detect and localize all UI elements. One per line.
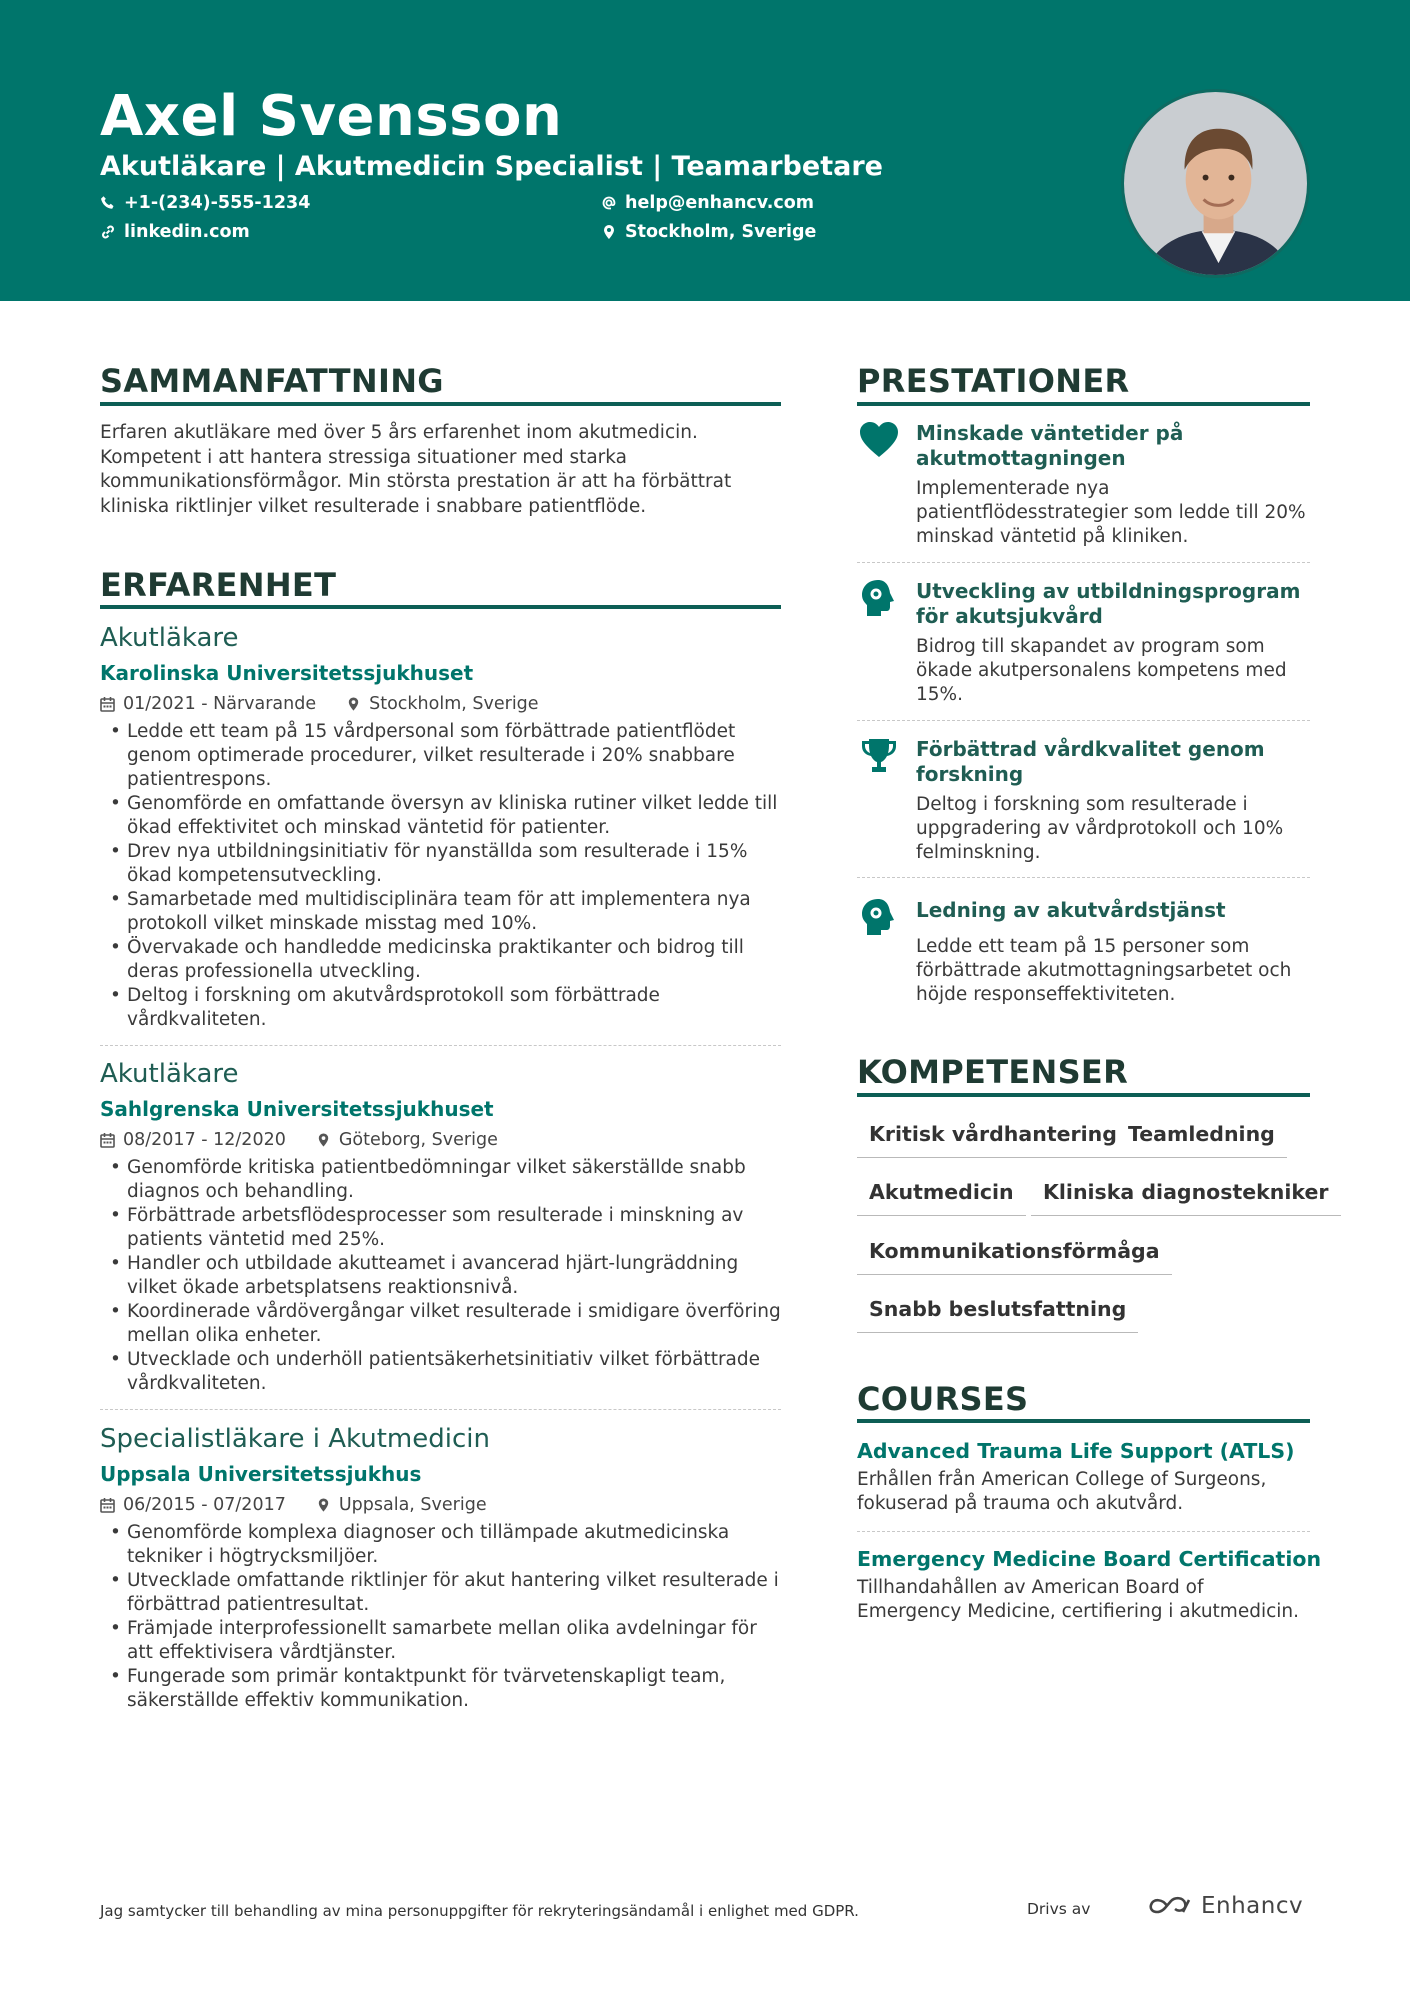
job-meta — [100, 692, 781, 716]
achievement-desc: Ledde ett team på 15 personer som förbättrade akutmottagningsarbetet och höjde responseffektiviteten. — [916, 936, 1292, 1005]
job-dates: 08/2017 - 12/2020 — [100, 1130, 286, 1150]
list-item: • Övervakade och handledde medicinska praktikanter och bidrog till deras professionella utveckling. — [100, 936, 781, 984]
calendar-icon — [100, 1132, 115, 1148]
calendar-icon — [100, 1497, 115, 1513]
linkedin-text: linkedin.com — [124, 222, 250, 242]
job-company: Uppsala Universitetssjukhus — [100, 1462, 422, 1486]
list-item: • Ledde ett team på 15 vårdpersonal som förbättrade patientflödet genom optimerade procedurer, vilket resulterade i 20% snabbare patientrespons. — [100, 720, 781, 792]
email-text: help@enhancv.com — [625, 193, 815, 213]
achievement-item — [857, 898, 1310, 1007]
achievement-item — [857, 421, 1310, 549]
job-meta — [100, 1493, 781, 1517]
map-pin-icon — [316, 1132, 331, 1148]
achievement-desc: Deltog i forskning som resulterade i uppgradering av vårdprotokoll och 10% felminskning. — [916, 794, 1284, 863]
at-icon — [601, 195, 617, 211]
skills-rule — [857, 1093, 1310, 1097]
divider — [857, 562, 1310, 563]
calendar-icon — [100, 696, 115, 712]
achievements-rule — [857, 402, 1310, 406]
location-text: Stockholm, Sverige — [625, 222, 817, 242]
profile-photo — [1121, 89, 1310, 278]
divider — [100, 1409, 781, 1410]
achievement-title: Ledning av akutvårdstjänst — [916, 898, 1226, 922]
brand-logo[interactable] — [1147, 1893, 1303, 1919]
list-item: • Deltog i forskning om akutvårdsprotokoll som förbättrade vårdkvaliteten. — [100, 984, 781, 1032]
enhancv-logo-icon — [1147, 1894, 1193, 1918]
course-desc: Erhållen från American College of Surgeons, fokuserad på trauma och akutvård. — [857, 1469, 1267, 1514]
phone-contact[interactable] — [100, 193, 310, 213]
achievement-title: Minskade väntetider på akutmottagningen — [916, 421, 1184, 470]
experience-rule — [100, 605, 781, 609]
skill-tag: Kliniska diagnostekniker — [1031, 1179, 1341, 1216]
list-item: • Handler och utbildade akutteamet i avancerad hjärt-lungräddning vilket ökade arbetsplatsens reaktionsnivå. — [100, 1252, 781, 1300]
list-item: • Koordinerade vårdövergångar vilket resulterade i smidigare överföring mellan olika enheter. — [100, 1300, 781, 1348]
summary-text: Erfaren akutläkare med över 5 års erfarenhet inom akutmedicin. Kompetent i att hantera stressiga situationer med starka kommunikationsförmågor. Min största prestation är att ha förbättrat kliniska riktlinjer vilket resulterade i snabbare patientflöde. — [100, 422, 732, 517]
link-icon — [100, 224, 116, 240]
divider — [857, 720, 1310, 721]
location-contact — [601, 222, 816, 242]
job-company: Sahlgrenska Universitetssjukhuset — [100, 1097, 494, 1121]
job-entry — [100, 1423, 781, 1713]
divider — [857, 1531, 1310, 1532]
job-meta — [100, 1128, 781, 1152]
list-item: • Främjade interprofessionellt samarbete mellan olika avdelningar för att effektivisera vårdtjänster. — [100, 1617, 781, 1665]
course-item — [857, 1546, 1322, 1624]
achievement-item — [857, 737, 1310, 865]
course-title: Advanced Trauma Life Support (ATLS) — [857, 1439, 1295, 1463]
job-location: Göteborg, Sverige — [316, 1130, 498, 1150]
job-bullets — [100, 1156, 781, 1396]
job-bullets — [100, 720, 781, 1032]
linkedin-contact[interactable] — [100, 222, 250, 242]
job-dates: 06/2015 - 07/2017 — [100, 1495, 286, 1515]
heart-icon — [859, 421, 899, 459]
skill-tag: Teamledning — [1116, 1121, 1287, 1158]
map-pin-icon — [346, 696, 361, 712]
map-pin-icon — [316, 1497, 331, 1513]
job-location: Stockholm, Sverige — [346, 694, 538, 714]
candidate-name: Axel Svensson — [100, 84, 563, 149]
job-entry — [100, 622, 781, 1032]
achievement-desc: Bidrog till skapandet av program som ökade akutpersonalens kompetens med 15%. — [916, 636, 1287, 705]
divider — [857, 877, 1310, 878]
email-contact[interactable] — [601, 193, 814, 213]
list-item: • Fungerade som primär kontaktpunkt för tvärvetenskapligt team, säkerställde effektiv kommunikation. — [100, 1665, 781, 1713]
list-item: • Utvecklade och underhöll patientsäkerhetsinitiativ vilket förbättrade vårdkvaliteten. — [100, 1348, 781, 1396]
list-item: • Genomförde en omfattande översyn av kliniska rutiner vilket ledde till ökad effektivitet och minskad väntetid för patienter. — [100, 792, 781, 840]
courses-title: COURSES — [857, 1380, 1029, 1418]
course-title: Emergency Medicine Board Certification — [857, 1547, 1322, 1571]
head-icon — [859, 898, 899, 936]
powered-by: Drivs av — [1027, 1900, 1091, 1918]
achievements-title: PRESTATIONER — [857, 362, 1130, 400]
experience-title: ERFARENHET — [100, 566, 337, 604]
job-role: Akutläkare — [100, 1059, 239, 1089]
gdpr-consent: Jag samtycker till behandling av mina personuppgifter för rekryteringsändamål i enlighet med GDPR. — [100, 1902, 859, 1920]
resume-header — [0, 0, 1410, 301]
phone-text: +1-(234)-555-1234 — [124, 193, 311, 213]
skill-tag: Akutmedicin — [857, 1179, 1026, 1216]
job-company: Karolinska Universitetssjukhuset — [100, 661, 474, 685]
list-item: • Förbättrade arbetsflödesprocesser som resulterade i minskning av patients väntetid med 25%. — [100, 1204, 781, 1252]
candidate-headline: Akutläkare | Akutmedicin Specialist | Teamarbetare — [100, 151, 883, 182]
achievement-item — [857, 579, 1310, 707]
divider — [100, 1045, 781, 1046]
skills-title: KOMPETENSER — [857, 1053, 1129, 1091]
job-role: Specialistläkare i Akutmedicin — [100, 1424, 490, 1454]
achievement-desc: Implementerade nya patientflödesstrategier som ledde till 20% minskad väntetid på kliniken. — [916, 478, 1306, 547]
trophy-icon — [859, 737, 899, 775]
course-desc: Tillhandahållen av American Board of Emergency Medicine, certifiering i akutmedicin. — [857, 1577, 1299, 1622]
summary-title: SAMMANFATTNING — [100, 362, 444, 400]
course-item — [857, 1438, 1310, 1516]
skill-tag: Snabb beslutsfattning — [857, 1296, 1138, 1333]
brand-name: Enhancv — [1201, 1893, 1304, 1919]
job-role: Akutläkare — [100, 623, 239, 653]
list-item: • Utvecklade omfattande riktlinjer för akut hantering vilket resulterade i förbättrad patientresultat. — [100, 1569, 781, 1617]
achievement-title: Förbättrad vårdkvalitet genom forskning — [916, 737, 1265, 786]
job-dates: 01/2021 - Närvarande — [100, 694, 316, 714]
list-item: • Samarbetade med multidisciplinära team för att implementera nya protokoll vilket minskade misstag med 10%. — [100, 888, 781, 936]
list-item: • Genomförde komplexa diagnoser och tillämpade akutmedicinska tekniker i högtrycksmiljöer. — [100, 1521, 781, 1569]
job-location: Uppsala, Sverige — [316, 1495, 487, 1515]
map-pin-icon — [601, 224, 617, 240]
job-bullets — [100, 1521, 781, 1713]
courses-rule — [857, 1419, 1310, 1423]
list-item: • Drev nya utbildningsinitiativ för nyanställda som resulterade i 15% ökad kompetensutveckling. — [100, 840, 781, 888]
head-icon — [859, 579, 899, 617]
job-entry — [100, 1058, 781, 1396]
skill-tag: Kommunikationsförmåga — [857, 1238, 1172, 1275]
list-item: • Genomförde kritiska patientbedömningar vilket säkerställde snabb diagnos och behandling. — [100, 1156, 781, 1204]
phone-icon — [100, 195, 116, 211]
summary-rule — [100, 402, 781, 406]
achievement-title: Utveckling av utbildningsprogram för akutsjukvård — [916, 579, 1301, 628]
skill-tag: Kritisk vårdhantering — [857, 1121, 1129, 1158]
